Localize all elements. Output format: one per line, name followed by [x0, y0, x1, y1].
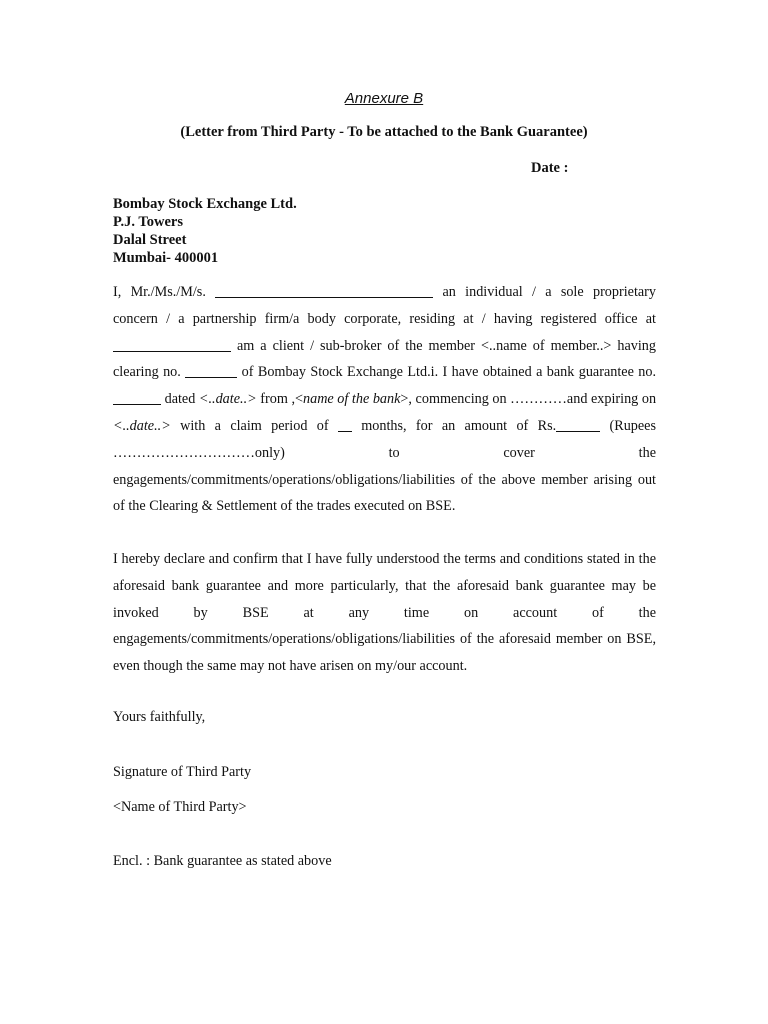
clearing-no-blank: [185, 363, 237, 378]
signature-line: Signature of Third Party: [113, 764, 252, 780]
date-placeholder: <..date..>: [198, 391, 257, 408]
third-party-name-placeholder: <Name of Third Party>: [113, 799, 247, 815]
document-subtitle: (Letter from Third Party - To be attached to the Bank Guarantee): [180, 124, 588, 140]
declaration-paragraph-2: I hereby declare and confirm that I have fully understood the terms and conditions stated in the aforesaid bank guarantee and more particularly, that the aforesaid bank guarantee may be invoked by BSE at any time on account of the engagements/commitments/operations/obligations/liabilities of the aforesaid member on BSE, even though the same may not have arisen on my/our account.: [113, 551, 656, 675]
text-run: of Bombay Stock Exchange Ltd.i. I have obtained a bank guarantee no.: [241, 364, 657, 381]
name-blank: [215, 283, 433, 298]
text-run: months, for an amount of Rs.: [361, 417, 557, 434]
text-run: from ,<: [260, 391, 303, 408]
bank-name-placeholder: name of the bank: [303, 391, 401, 408]
address-line: Dalal Street: [113, 232, 187, 248]
text-run: with a claim period of: [180, 417, 329, 434]
bank-guarantee-no-blank: [113, 390, 161, 405]
address-blank: [113, 336, 231, 351]
address-line: P.J. Towers: [113, 214, 183, 230]
text-run: am a client / sub-broker of the member <..name of member..> having clearing no.: [113, 337, 656, 381]
claim-period-blank: [338, 417, 352, 432]
recipient-address: [113, 195, 297, 267]
address-line: Bombay Stock Exchange Ltd.: [113, 196, 297, 212]
text-run: I, Mr./Ms./M/s.: [113, 284, 206, 300]
document-title: Annexure B: [344, 90, 424, 107]
text-run: >, commencing on …………and expiring on: [400, 391, 657, 408]
address-line: Mumbai- 400001: [113, 250, 219, 266]
text-run: an individual / a sole proprietary concern / a partnership firm/a body corporate, residing at / having registered office at: [113, 284, 656, 327]
date-placeholder: <..date..>: [113, 417, 171, 434]
enclosure-line: Encl. : Bank guarantee as stated above: [113, 853, 332, 869]
closing-line: Yours faithfully,: [113, 709, 206, 725]
text-run: dated: [164, 391, 196, 408]
text-run: (Rupees …………………………only) to cover the engagements/commitments/operations/obligations/liabilities of the above member arising out of the Clearing & Settlement of the trades executed on BSE.: [113, 417, 656, 515]
declaration-paragraph-1: [113, 279, 656, 520]
date-label: Date :: [531, 160, 569, 176]
amount-blank: [556, 417, 600, 432]
